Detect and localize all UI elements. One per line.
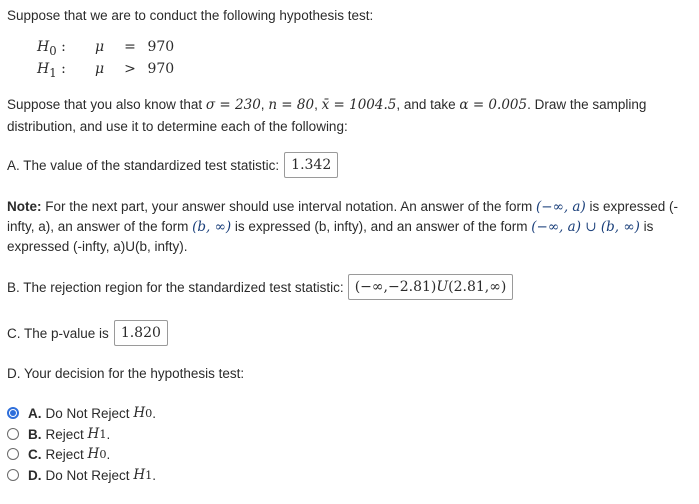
option-d[interactable]: D. Do Not Reject H 1 .	[7, 467, 156, 483]
part-d-label: D. Your decision for the hypothesis test:	[7, 366, 245, 381]
intro-text: Suppose that we are to conduct the following hypothesis test:	[7, 8, 374, 23]
option-c[interactable]: C. Reject H 0 .	[7, 446, 110, 462]
part-b-answer-box[interactable]: (−∞,−2.81)𝑈(2.81,∞)	[348, 274, 514, 300]
part-a-answer-box[interactable]: 1.342	[284, 152, 338, 178]
given-info: Suppose that you also know that σ = 230, n = 80, x̄ = 1004.5, and take α = 0.005. Draw the sampling	[7, 97, 647, 113]
radio-option-d[interactable]	[7, 469, 19, 481]
part-b	[7, 274, 513, 300]
note-text: Note: For the next part, your answer should use interval notation. An answer of the form (−∞, a) is expressed (-infty, a), an answer of the form (b, ∞) is expressed (b, infty), and an answer of the form (−∞, a) ∪ (b, ∞) is expressed (-infty, a)U(b, infty).	[7, 199, 679, 254]
option-a[interactable]: A. Do Not Reject H 0 .	[7, 405, 156, 421]
part-c-answer-box[interactable]: 1.820	[114, 320, 168, 346]
part-b-label: B. The rejection region for the standardized test statistic:	[7, 279, 344, 295]
given-info-line2: distribution, and use it to determine each of the following:	[7, 119, 348, 134]
part-c	[7, 320, 168, 346]
part-a-label: A. The value of the standardized test statistic:	[7, 157, 280, 173]
alternative-hypothesis: $H_1$ : μ > 970	[37, 61, 175, 80]
part-c-label: C. The p-value is	[7, 325, 109, 341]
radio-option-b[interactable]	[7, 428, 19, 440]
part-a	[7, 152, 338, 178]
radio-option-c[interactable]	[7, 448, 19, 460]
null-hypothesis: $H_0$ : μ = 970	[37, 39, 175, 58]
option-b[interactable]: B. Reject H 1 .	[7, 426, 110, 442]
radio-option-a[interactable]	[7, 407, 19, 419]
